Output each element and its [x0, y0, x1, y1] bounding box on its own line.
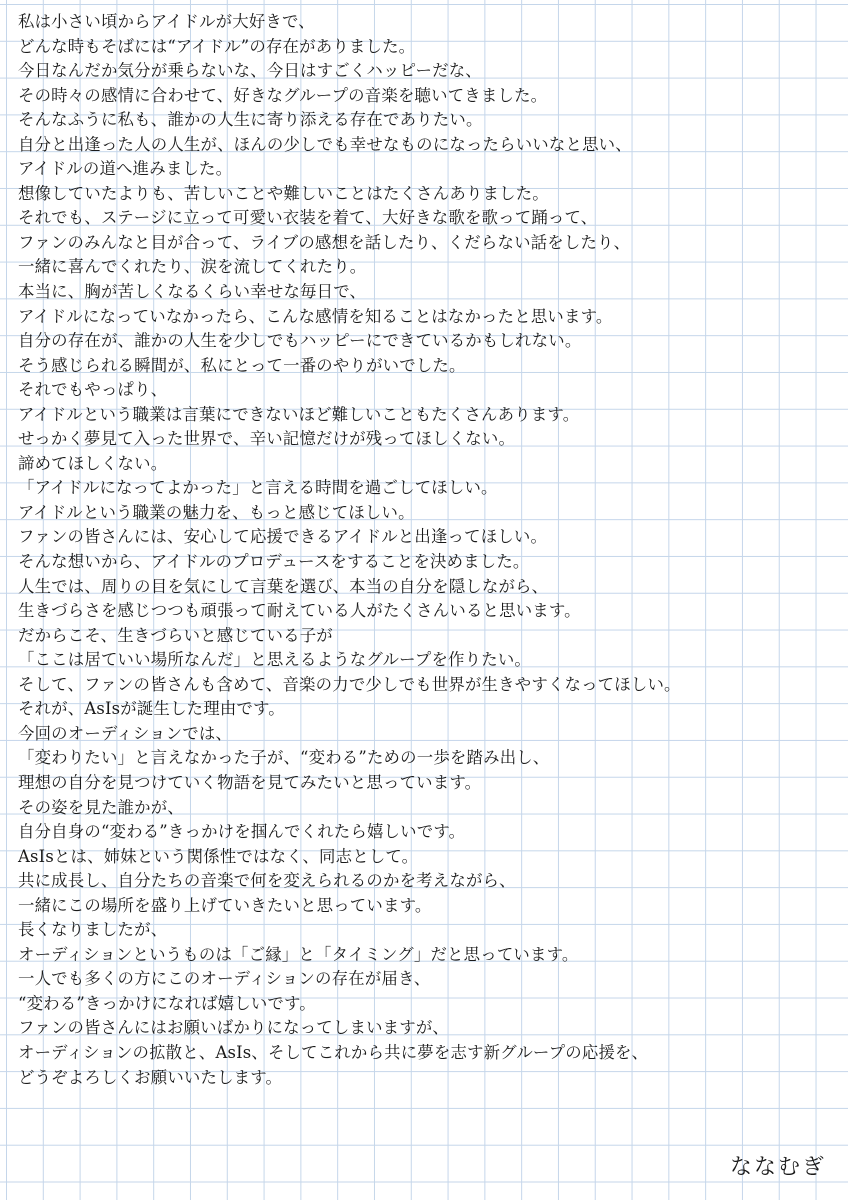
- letter-line: 自分の存在が、誰かの人生を少しでもハッピーにできているかもしれない。: [18, 331, 582, 351]
- letter-line: そう感じられる瞬間が、私にとって一番のやりがいでした。: [18, 355, 466, 375]
- letter-line: ファンの皆さんには、安心して応援できるアイドルと出逢ってほしい。: [18, 527, 548, 547]
- letter-line: どうぞよろしくお願いいたします。: [18, 1067, 283, 1087]
- letter-line: それでもやっぱり、: [18, 380, 168, 400]
- signature: ななむぎ: [729, 1155, 826, 1180]
- letter-line: ファンの皆さんにはお願いばかりになってしまいますが、: [18, 1018, 450, 1038]
- letter-line: アイドルの道へ進みました。: [18, 159, 233, 179]
- letter-line: AsIsとは、姉妹という関係性ではなく、同志として。: [18, 846, 419, 866]
- letter-line: アイドルという職業は言葉にできないほど難しいこともたくさんあります。: [18, 404, 580, 424]
- letter-line: そんな想いから、アイドルのプロデュースをすることを決めました。: [18, 552, 530, 572]
- letter-line: アイドルになっていなかったら、こんな感情を知ることはなかったと思います。: [18, 306, 613, 326]
- letter-line: 今日なんだか気分が乗らないな、今日はすごくハッピーだな、: [18, 61, 482, 81]
- letter-line: アイドルという職業の魅力を、もっと感じてほしい。: [18, 502, 415, 522]
- letter-line: 一緒に喜んでくれたり、涙を流してくれたり。: [18, 257, 367, 277]
- letter-line: 自分自身の“変わる”きっかけを掴んでくれたら嬉しいです。: [18, 822, 466, 842]
- letter-line: 私は小さい頃からアイドルが大好きで、: [18, 12, 315, 31]
- letter-line: 共に成長し、自分たちの音楽で何を変えられるのかを考えながら、: [18, 871, 516, 891]
- letter-line: 諦めてほしくない。: [18, 453, 168, 473]
- letter-line: そして、ファンの皆さんも含めて、音楽の力で少しでも世界が生きやすくなってほしい。: [18, 674, 681, 694]
- letter-line: 想像していたよりも、苦しいことや難しいことはたくさんありました。: [18, 183, 549, 203]
- letter-line: 長くなりましたが、: [18, 920, 168, 940]
- letter-line: それが、AsIsが誕生した理由です。: [18, 699, 285, 719]
- letter-line: その姿を見た誰かが、: [18, 797, 184, 817]
- letter-line: ファンのみんなと目が合って、ライブの感想を話したり、くだらない話をしたり、: [18, 232, 631, 252]
- letter-line: 「変わりたい」と言えなかった子が、“変わる”ための一歩を踏み出し、: [18, 748, 550, 768]
- letter-line: 人生では、周りの目を気にして言葉を選び、本当の自分を隠しながら、: [18, 576, 549, 596]
- letter-line: だからこそ、生きづらいと感じている子が: [18, 625, 333, 645]
- letter-line: 「アイドルになってよかった」と言える時間を過ごしてほしい。: [18, 478, 498, 498]
- letter-line: オーディションというものは「ご縁」と「タイミング」だと思っています。: [18, 944, 579, 964]
- letter-line: せっかく夢見て入った世界で、辛い記憶だけが残ってほしくない。: [18, 429, 516, 449]
- letter-line: その時々の感情に合わせて、好きなグループの音楽を聴いてきました。: [18, 85, 548, 105]
- letter-line: 理想の自分を見つけていく物語を見てみたいと思っています。: [18, 772, 482, 792]
- letter-line: そんなふうに私も、誰かの人生に寄り添える存在でありたい。: [18, 110, 483, 130]
- letter-line: 一緒にこの場所を盛り上げていきたいと思っています。: [18, 895, 432, 915]
- letter-line: 今回のオーディションでは、: [18, 723, 233, 743]
- letter-line: “変わる”きっかけになれば嬉しいです。: [18, 993, 316, 1013]
- letter-line: 生きづらさを感じつつも頑張って耐えている人がたくさんいると思います。: [18, 601, 581, 621]
- letter-line: オーディションの拡散と、AsIs、そしてこれから共に夢を志す新グループの応援を、: [18, 1042, 649, 1062]
- letter-line: 本当に、胸が苦しくなるくらい幸せな毎日で、: [18, 282, 367, 302]
- letter-line: どんな時もそばには“アイドル”の存在がありました。: [18, 36, 416, 56]
- letter-line: 一人でも多くの方にこのオーディションの存在が届き、: [18, 969, 431, 989]
- letter-line: 「ここは居ていい場所なんだ」と思えるようなグループを作りたい。: [18, 650, 531, 670]
- letter-line: 自分と出逢った人の人生が、ほんの少しでも幸せなものになったらいいなと思い、: [18, 134, 632, 154]
- letter-body: [18, 10, 838, 1090]
- letter-line: それでも、ステージに立って可愛い衣装を着て、大好きな歌を歌って踊って、: [18, 208, 598, 228]
